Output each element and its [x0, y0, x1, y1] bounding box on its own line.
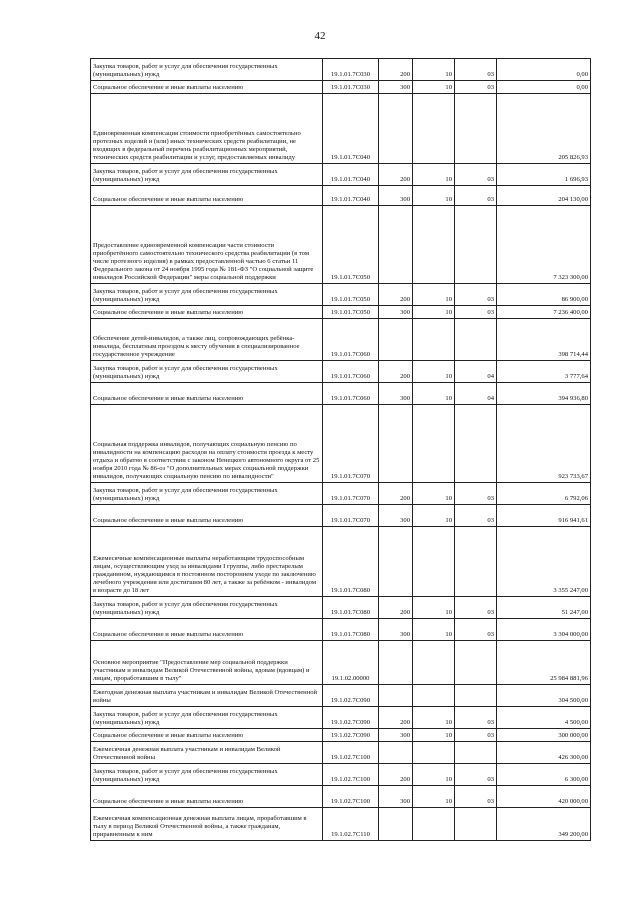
row-subsection-cell: 03 [455, 505, 497, 527]
row-amount-cell: 300 000,00 [497, 729, 591, 742]
row-code-cell: 19.1.02.7С100 [323, 764, 379, 786]
row-subsection-cell [455, 405, 497, 483]
row-amount-cell: 205 826,93 [497, 94, 591, 164]
row-expense-type-cell: 300 [379, 505, 413, 527]
budget-table-body [91, 59, 591, 841]
row-subsection-cell: 03 [455, 81, 497, 94]
table-row [91, 641, 591, 685]
row-subsection-cell: 03 [455, 164, 497, 186]
row-code-cell: 19.1.02.7С100 [323, 742, 379, 764]
row-code-cell: 19.1.01.7С060 [323, 383, 379, 405]
row-subsection-cell [455, 808, 497, 841]
row-name-cell: Обеспечение детей-инвалидов, а также лиц, сопровождающих ребёнка-инвалида, бесплатным проездом к месту обучения в специализированное государственное учреждение [91, 319, 323, 361]
row-expense-type-cell [379, 742, 413, 764]
row-subsection-cell: 03 [455, 707, 497, 729]
row-amount-cell: 7 236 400,00 [497, 306, 591, 319]
table-row [91, 527, 591, 597]
row-code-cell: 19.1.02.7С090 [323, 707, 379, 729]
row-amount-cell: 3 777,64 [497, 361, 591, 383]
table-row [91, 483, 591, 505]
table-row [91, 742, 591, 764]
table-row [91, 361, 591, 383]
row-amount-cell: 86 900,00 [497, 284, 591, 306]
row-amount-cell: 349 200,00 [497, 808, 591, 841]
row-expense-type-cell [379, 206, 413, 284]
table-row [91, 284, 591, 306]
row-amount-cell: 25 984 881,96 [497, 641, 591, 685]
row-expense-type-cell: 200 [379, 284, 413, 306]
row-code-cell: 19.1.01.7С070 [323, 405, 379, 483]
row-code-cell: 19.1.01.7С030 [323, 81, 379, 94]
row-section-cell: 10 [413, 284, 455, 306]
row-expense-type-cell: 300 [379, 383, 413, 405]
row-code-cell: 19.1.01.7С080 [323, 597, 379, 619]
row-subsection-cell [455, 319, 497, 361]
row-expense-type-cell: 200 [379, 59, 413, 81]
row-expense-type-cell [379, 94, 413, 164]
row-subsection-cell: 03 [455, 597, 497, 619]
row-name-cell: Ежегодная денежная выплата участникам и инвалидам Великой Отечественной войны [91, 685, 323, 707]
row-name-cell: Закупка товаров, работ и услуг для обеспечения государственных (муниципальных) нужд [91, 483, 323, 505]
row-section-cell [413, 808, 455, 841]
row-section-cell [413, 319, 455, 361]
row-subsection-cell [455, 641, 497, 685]
row-subsection-cell: 04 [455, 361, 497, 383]
row-subsection-cell: 03 [455, 786, 497, 808]
row-code-cell: 19.1.02.7С100 [323, 786, 379, 808]
row-subsection-cell: 03 [455, 284, 497, 306]
row-expense-type-cell: 200 [379, 361, 413, 383]
row-expense-type-cell: 200 [379, 707, 413, 729]
row-code-cell: 19.1.01.7С050 [323, 206, 379, 284]
row-expense-type-cell: 300 [379, 786, 413, 808]
table-row [91, 505, 591, 527]
row-expense-type-cell [379, 685, 413, 707]
row-subsection-cell: 03 [455, 729, 497, 742]
table-row [91, 597, 591, 619]
row-subsection-cell [455, 94, 497, 164]
row-code-cell: 19.1.01.7С060 [323, 319, 379, 361]
row-section-cell [413, 405, 455, 483]
row-name-cell: Социальное обеспечение и иные выплаты населению [91, 619, 323, 641]
row-section-cell [413, 641, 455, 685]
table-row [91, 405, 591, 483]
row-name-cell: Закупка товаров, работ и услуг для обеспечения государственных (муниципальных) нужд [91, 764, 323, 786]
row-section-cell: 10 [413, 483, 455, 505]
row-expense-type-cell: 300 [379, 306, 413, 319]
row-subsection-cell [455, 742, 497, 764]
page-number: 42 [314, 30, 326, 42]
row-code-cell: 19.1.01.7С060 [323, 361, 379, 383]
row-name-cell: Ежемесячная компенсационная денежная выплата лицам, проработавшим в тылу в период Великой Отечественной войны, а также гражданам, приравненным к ним [91, 808, 323, 841]
row-expense-type-cell: 300 [379, 729, 413, 742]
row-subsection-cell [455, 206, 497, 284]
row-name-cell: Закупка товаров, работ и услуг для обеспечения государственных (муниципальных) нужд [91, 361, 323, 383]
row-section-cell [413, 527, 455, 597]
row-name-cell: Социальное обеспечение и иные выплаты населению [91, 505, 323, 527]
row-amount-cell: 51 247,00 [497, 597, 591, 619]
row-name-cell: Закупка товаров, работ и услуг для обеспечения государственных (муниципальных) нужд [91, 59, 323, 81]
row-amount-cell: 1 696,93 [497, 164, 591, 186]
row-section-cell: 10 [413, 59, 455, 81]
row-amount-cell: 4 500,00 [497, 707, 591, 729]
row-subsection-cell: 03 [455, 764, 497, 786]
row-name-cell: Социальное обеспечение и иные выплаты населению [91, 186, 323, 206]
row-section-cell [413, 742, 455, 764]
row-amount-cell: 3 355 247,00 [497, 527, 591, 597]
row-name-cell: Закупка товаров, работ и услуг для обеспечения государственных (муниципальных) нужд [91, 707, 323, 729]
row-code-cell: 19.1.01.7С040 [323, 164, 379, 186]
table-row [91, 94, 591, 164]
row-section-cell [413, 94, 455, 164]
row-amount-cell: 0,00 [497, 81, 591, 94]
row-section-cell: 10 [413, 81, 455, 94]
row-amount-cell: 304 500,00 [497, 685, 591, 707]
table-row [91, 81, 591, 94]
row-expense-type-cell [379, 405, 413, 483]
row-code-cell: 19.1.01.7С070 [323, 505, 379, 527]
row-amount-cell: 394 936,80 [497, 383, 591, 405]
row-name-cell: Единовременная компенсация стоимости приобретённых самостоятельно протезных изделий и (или) иных технических средств реабилитации, не входящих в федеральный перечень реабилитационных мероприятий, технических средств реабилитации и услуг, предоставляемых инвалиду [91, 94, 323, 164]
row-code-cell: 19.1.01.7С050 [323, 306, 379, 319]
row-code-cell: 19.1.02.7С090 [323, 729, 379, 742]
row-amount-cell: 426 300,00 [497, 742, 591, 764]
row-expense-type-cell: 200 [379, 764, 413, 786]
row-code-cell: 19.1.01.7С030 [323, 59, 379, 81]
row-expense-type-cell [379, 319, 413, 361]
row-section-cell: 10 [413, 361, 455, 383]
row-expense-type-cell: 300 [379, 619, 413, 641]
row-name-cell: Закупка товаров, работ и услуг для обеспечения государственных (муниципальных) нужд [91, 597, 323, 619]
row-code-cell: 19.1.01.7С040 [323, 186, 379, 206]
row-amount-cell: 398 714,44 [497, 319, 591, 361]
table-row [91, 383, 591, 405]
table-row [91, 707, 591, 729]
row-section-cell: 10 [413, 505, 455, 527]
row-section-cell [413, 685, 455, 707]
row-section-cell: 10 [413, 786, 455, 808]
row-name-cell: Основное мероприятие "Предоставление мер социальной поддержки участникам и инвалидам Великой Отечественной войны, вдовам (вдовцам) и лицам, проработавшим в тылу" [91, 641, 323, 685]
row-section-cell: 10 [413, 164, 455, 186]
row-subsection-cell: 04 [455, 383, 497, 405]
row-section-cell: 10 [413, 383, 455, 405]
row-section-cell: 10 [413, 619, 455, 641]
row-name-cell: Предоставление единовременной компенсации части стоимости приобретённого самостоятельно технического средства реабилитации (в том числе протезного изделия) в рамках предоставленной частью 6 статьи 11 Федерального закона от 24 ноября 1995 года № 181-ФЗ "О социальной защите инвалидов Российской Федерации" меры социальной поддержки [91, 206, 323, 284]
row-code-cell: 19.1.01.7С050 [323, 284, 379, 306]
row-subsection-cell [455, 527, 497, 597]
row-section-cell: 10 [413, 597, 455, 619]
row-amount-cell: 916 941,61 [497, 505, 591, 527]
row-name-cell: Социальная поддержка инвалидов, получающих социальную пенсию по инвалидности на компенсацию расходов на оплату стоимости проезда к месту отдыха и обратно в соответствии с законом Ненецкого автономного округа от 25 ноября 2010 года № 86-оз "О дополнительных мерах социальной поддержки инвалидов, получающих социальную пенсию по инвалидности" [91, 405, 323, 483]
row-expense-type-cell: 300 [379, 81, 413, 94]
row-amount-cell: 420 000,00 [497, 786, 591, 808]
row-subsection-cell: 03 [455, 483, 497, 505]
row-expense-type-cell: 200 [379, 164, 413, 186]
row-name-cell: Закупка товаров, работ и услуг для обеспечения государственных (муниципальных) нужд [91, 284, 323, 306]
row-name-cell: Социальное обеспечение и иные выплаты населению [91, 729, 323, 742]
row-expense-type-cell [379, 808, 413, 841]
row-expense-type-cell: 200 [379, 483, 413, 505]
row-amount-cell: 204 130,00 [497, 186, 591, 206]
row-section-cell: 10 [413, 764, 455, 786]
row-amount-cell: 0,00 [497, 59, 591, 81]
row-name-cell: Социальное обеспечение и иные выплаты населению [91, 306, 323, 319]
row-section-cell: 10 [413, 306, 455, 319]
row-section-cell: 10 [413, 707, 455, 729]
row-subsection-cell: 03 [455, 186, 497, 206]
row-section-cell [413, 206, 455, 284]
table-row [91, 685, 591, 707]
row-amount-cell: 6 792,06 [497, 483, 591, 505]
row-subsection-cell [455, 685, 497, 707]
table-row [91, 764, 591, 786]
row-amount-cell: 923 733,67 [497, 405, 591, 483]
table-row [91, 619, 591, 641]
table-row [91, 59, 591, 81]
row-amount-cell: 7 323 300,00 [497, 206, 591, 284]
row-section-cell: 10 [413, 729, 455, 742]
row-code-cell: 19.1.02.7С110 [323, 808, 379, 841]
table-row [91, 186, 591, 206]
budget-table [90, 58, 591, 841]
row-expense-type-cell [379, 527, 413, 597]
row-expense-type-cell: 200 [379, 597, 413, 619]
row-code-cell: 19.1.01.7С070 [323, 483, 379, 505]
row-name-cell: Социальное обеспечение и иные выплаты населению [91, 81, 323, 94]
row-subsection-cell: 03 [455, 59, 497, 81]
row-amount-cell: 6 300,00 [497, 764, 591, 786]
table-row [91, 206, 591, 284]
row-name-cell: Социальное обеспечение и иные выплаты населению [91, 383, 323, 405]
table-row [91, 729, 591, 742]
row-code-cell: 19.1.01.7С080 [323, 527, 379, 597]
row-expense-type-cell: 300 [379, 186, 413, 206]
table-row [91, 786, 591, 808]
row-expense-type-cell [379, 641, 413, 685]
row-subsection-cell: 03 [455, 619, 497, 641]
row-name-cell: Закупка товаров, работ и услуг для обеспечения государственных (муниципальных) нужд [91, 164, 323, 186]
row-code-cell: 19.1.02.7С090 [323, 685, 379, 707]
row-amount-cell: 3 304 000,00 [497, 619, 591, 641]
row-code-cell: 19.1.01.7С040 [323, 94, 379, 164]
table-row [91, 306, 591, 319]
table-row [91, 319, 591, 361]
row-subsection-cell: 03 [455, 306, 497, 319]
row-code-cell: 19.1.02.00000 [323, 641, 379, 685]
row-name-cell: Ежемесячные компенсационные выплаты неработающим трудоспособным лицам, осуществляющим уход за инвалидами I группы, либо престарелым гражданином, нуждающимся в постоянном постороннем уходе по заключению лечебного учреждения или достигшим 80 лет, а также за ребёнком - инвалидом в возрасте до 18 лет [91, 527, 323, 597]
table-row [91, 808, 591, 841]
row-section-cell: 10 [413, 186, 455, 206]
row-code-cell: 19.1.01.7С080 [323, 619, 379, 641]
table-row [91, 164, 591, 186]
row-name-cell: Ежемесячная денежная выплата участникам и инвалидам Великой Отечественной войны [91, 742, 323, 764]
row-name-cell: Социальное обеспечение и иные выплаты населению [91, 786, 323, 808]
